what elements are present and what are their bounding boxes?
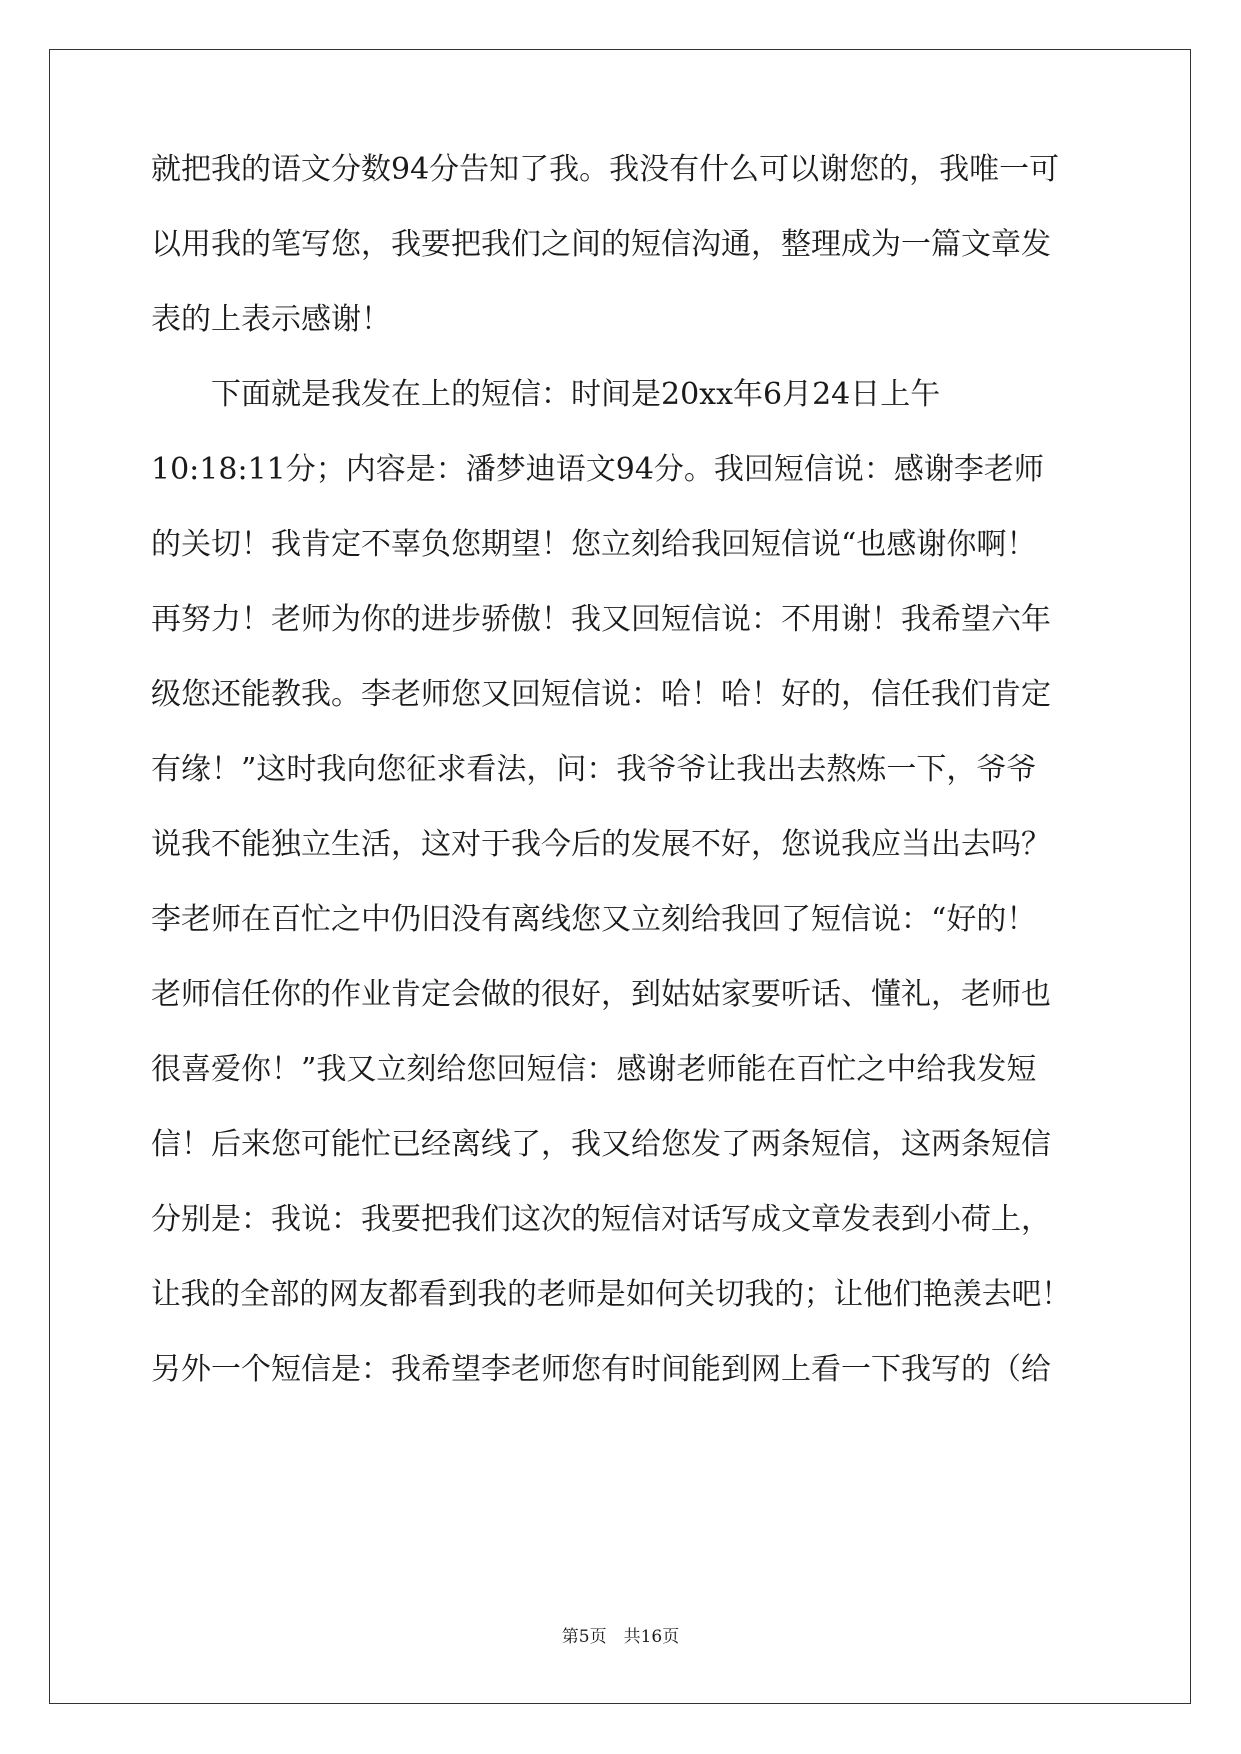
page-number-footer: 第5页 共16页 bbox=[561, 1627, 680, 1647]
body-text-line: 李老师在百忙之中仍旧没有离线您又立刻给我回了短信说：“好的！ bbox=[151, 902, 1037, 937]
body-text-line: 让我的全部的网友都看到我的老师是如何关切我的；让他们艳羡去吧！ bbox=[151, 1277, 1071, 1312]
body-text-line: 以用我的笔写您，我要把我们之间的短信沟通，整理成为一篇文章发 bbox=[151, 227, 1051, 262]
body-text-line: 表的上表示感谢！ bbox=[151, 302, 391, 337]
body-text-line: 10:18:11分；内容是：潘梦迪语文94分。我回短信说：感谢李老师 bbox=[151, 452, 1044, 487]
body-text-line: 有缘！”这时我向您征求看法，问：我爷爷让我出去熬炼一下，爷爷 bbox=[151, 752, 1037, 787]
body-text-line: 分别是：我说：我要把我们这次的短信对话写成文章发表到小荷上， bbox=[151, 1202, 1051, 1237]
body-text-line: 很喜爱你！”我又立刻给您回短信：感谢老师能在百忙之中给我发短 bbox=[151, 1052, 1037, 1087]
body-text-line: 就把我的语文分数94分告知了我。我没有什么可以谢您的，我唯一可 bbox=[151, 152, 1060, 187]
body-text-line: 下面就是我发在上的短信：时间是20xx年6月24日上午 bbox=[151, 377, 941, 412]
body-text-line: 级您还能教我。李老师您又回短信说：哈！哈！好的，信任我们肯定 bbox=[151, 677, 1051, 712]
body-text-line: 再努力！老师为你的进步骄傲！我又回短信说：不用谢！我希望六年 bbox=[151, 602, 1051, 637]
body-text-line: 老师信任你的作业肯定会做的很好，到姑姑家要听话、懂礼，老师也 bbox=[151, 977, 1051, 1012]
page-border bbox=[49, 49, 1191, 1704]
body-text-line: 说我不能独立生活，这对于我今后的发展不好，您说我应当出去吗？ bbox=[151, 827, 1051, 862]
body-text-line: 另外一个短信是：我希望李老师您有时间能到网上看一下我写的（给 bbox=[151, 1352, 1051, 1387]
body-text-line: 的关切！我肯定不辜负您期望！您立刻给我回短信说“也感谢你啊！ bbox=[151, 527, 1037, 562]
body-text-line: 信！后来您可能忙已经离线了，我又给您发了两条短信，这两条短信 bbox=[151, 1127, 1051, 1162]
